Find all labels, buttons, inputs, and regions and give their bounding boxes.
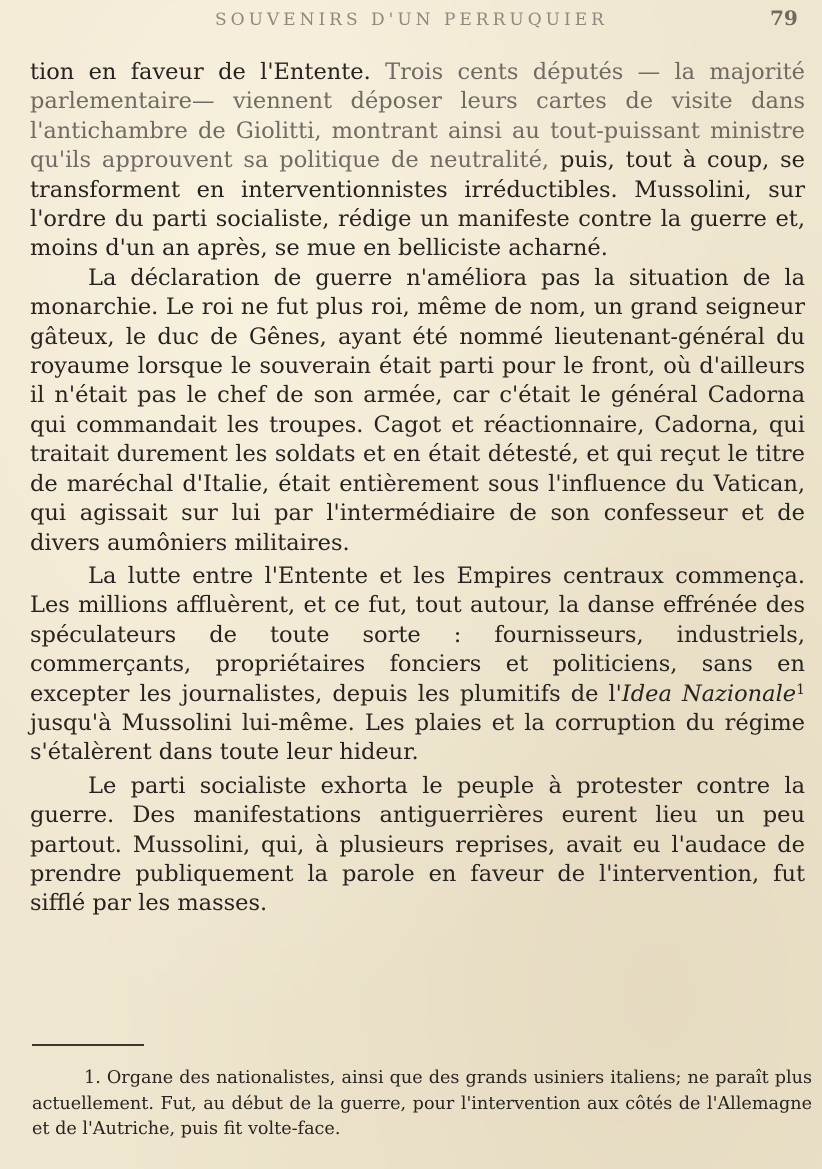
paragraph-3-text-before: La lutte entre l'Entente et les Empires centraux commença. Les millions affluèrent, et ce fut, tout autour, la danse effrénée des spéculateurs de toute sorte : fournisseurs, industriels, commerçants, propriétaires fonciers et politiciens, sans en excepter les journalistes, depuis les plumitifs de l' xyxy=(30,562,805,707)
paragraph-1-faded-text: Trois cents députés — la majorité parlementaire— viennent déposer leurs cartes de visite dans l'antichambre de Giolitti, montrant ainsi au tout-puissant ministre qu'ils approuvent sa politique de neutralité, xyxy=(30,59,805,174)
page-number: 79 xyxy=(770,6,798,30)
paragraph-1-rest: puis, tout à coup, se transforment en interventionnistes irréductibles. Mussolini, sur l'ordre du parti socialiste, rédige un manifeste contre la guerre et, moins d'un an après, se mue en belliciste acharné. xyxy=(30,147,805,262)
paragraph-4: Le parti socialiste exhorta le peuple à protester contre la guerre. Des manifestations antiguerrières eurent lieu un peu partout. Mussolini, qui, à plusieurs reprises, avait eu l'audace de prendre publiquement la parole en faveur de l'intervention, fut sifflé par les masses. xyxy=(30,772,805,917)
footnote-reference: 1 xyxy=(796,681,805,698)
footnote: 1. Organe des nationalistes, ainsi que des grands usiniers italiens; ne paraît plus actuellement. Fut, au début de la guerre, pour l'intervention aux côtés de l'Allemagne et de l'Autriche, puis fit volte-face. xyxy=(32,1068,812,1139)
paragraph-1 xyxy=(30,58,805,264)
paragraph-3-text-after: jusqu'à Mussolini lui-même. Les plaies et la corruption du régime s'étalèrent dans toute leur hideur. xyxy=(30,709,805,766)
running-header xyxy=(0,4,822,44)
body-text xyxy=(30,58,805,919)
running-header-title: SOUVENIRS D'UN PERRUQUIER xyxy=(215,10,608,30)
footnote-divider xyxy=(32,1044,144,1046)
paragraph-3 xyxy=(30,562,805,768)
paragraph-2: La déclaration de guerre n'améliora pas la situation de la monarchie. Le roi ne fut plus roi, même de nom, un grand seigneur gâteux, le duc de Gênes, ayant été nommé lieutenant-général du royaume lorsque le souverain était parti pour le front, où d'ailleurs il n'était pas le chef de son armée, car c'était le général Cadorna qui commandait les troupes. Cagot et réactionnaire, Cadorna, qui traitait durement les soldats et en était détesté, et qui reçut le titre de maréchal d'Italie, était entièrement sous l'influence du Vatican, qui agissait sur lui par l'intermédiaire de son confesseur et de divers aumôniers militaires. xyxy=(30,264,805,556)
paragraph-1-lead: tion en faveur de l'Entente. xyxy=(30,59,386,85)
newspaper-title: Idea Nazionale xyxy=(621,680,797,707)
